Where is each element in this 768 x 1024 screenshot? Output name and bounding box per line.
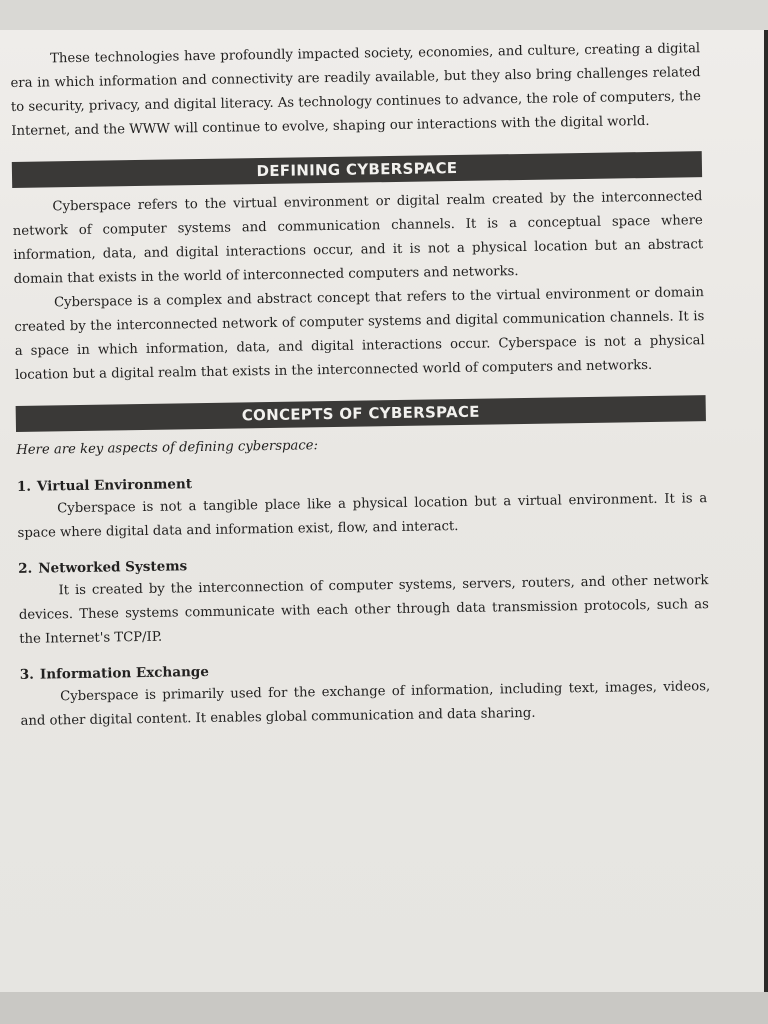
concept-item-number: 3. — [19, 666, 35, 683]
intro-paragraph: These technologies have profoundly impacted society, economies, and culture, creating a digital era in which information and connectivity are readily available, but they also bring challenges related to security, privacy, and digital literacy. As technology continues to advance, the role of computers, the Internet, and the WWW will continue to evolve, shaping our interactions with the digital world. — [10, 41, 701, 139]
section-heading-concepts-of-cyberspace: CONCEPTS OF CYBERSPACE — [16, 395, 706, 432]
concept-item-number: 1. — [16, 478, 32, 495]
concepts-lead-text: Here are key aspects of defining cyberspace: — [16, 438, 319, 458]
document-page — [0, 30, 768, 992]
concept-item-number: 2. — [18, 560, 33, 577]
concept-item-virtual-environment — [17, 465, 708, 546]
concept-item-information-exchange — [20, 653, 711, 734]
concept-item-text: It is created by the interconnection of computer systems, servers, routers, and other network devices. These systems communicate with each other through data transmission protocols, such as the Internet's TCP/IP. — [18, 573, 709, 647]
concept-item-heading: Information Exchange — [39, 663, 209, 683]
concept-item-networked-systems — [18, 547, 709, 652]
defining-paragraph-2: Cyberspace is a complex and abstract concept that refers to the virtual environment or domain created by the interconnected network of computer systems and digital communication channels. It is a space in which information, data, and digital interactions occur. Cyberspace is not a physical location but a digital realm that exists in the interconnected world of computers and networks. — [14, 285, 705, 383]
section-heading-defining-cyberspace: DEFINING CYBERSPACE — [12, 151, 702, 188]
concept-item-heading: Networked Systems — [38, 558, 188, 577]
defining-paragraph-1: Cyberspace refers to the virtual environment or digital realm created by the interconnected network of computer systems and communication channels. It is a conceptual space where information, data, and digital interactions occur, and it is not a physical location but an abstract domain that exists in the world of interconnected computers and networks. — [12, 189, 704, 287]
concept-item-text: Cyberspace is not a tangible place like a physical location but a virtual environment. It is a space where digital data and information exist, flow, and interact. — [17, 491, 708, 541]
concept-item-heading: Virtual Environment — [36, 476, 193, 495]
background-surface — [0, 992, 768, 1024]
page-content — [10, 37, 711, 746]
page-edge-shadow — [764, 30, 768, 992]
concept-item-text: Cyberspace is primarily used for the exchange of information, including text, images, videos, and other digital content. It enables global communication and data sharing. — [20, 679, 711, 729]
